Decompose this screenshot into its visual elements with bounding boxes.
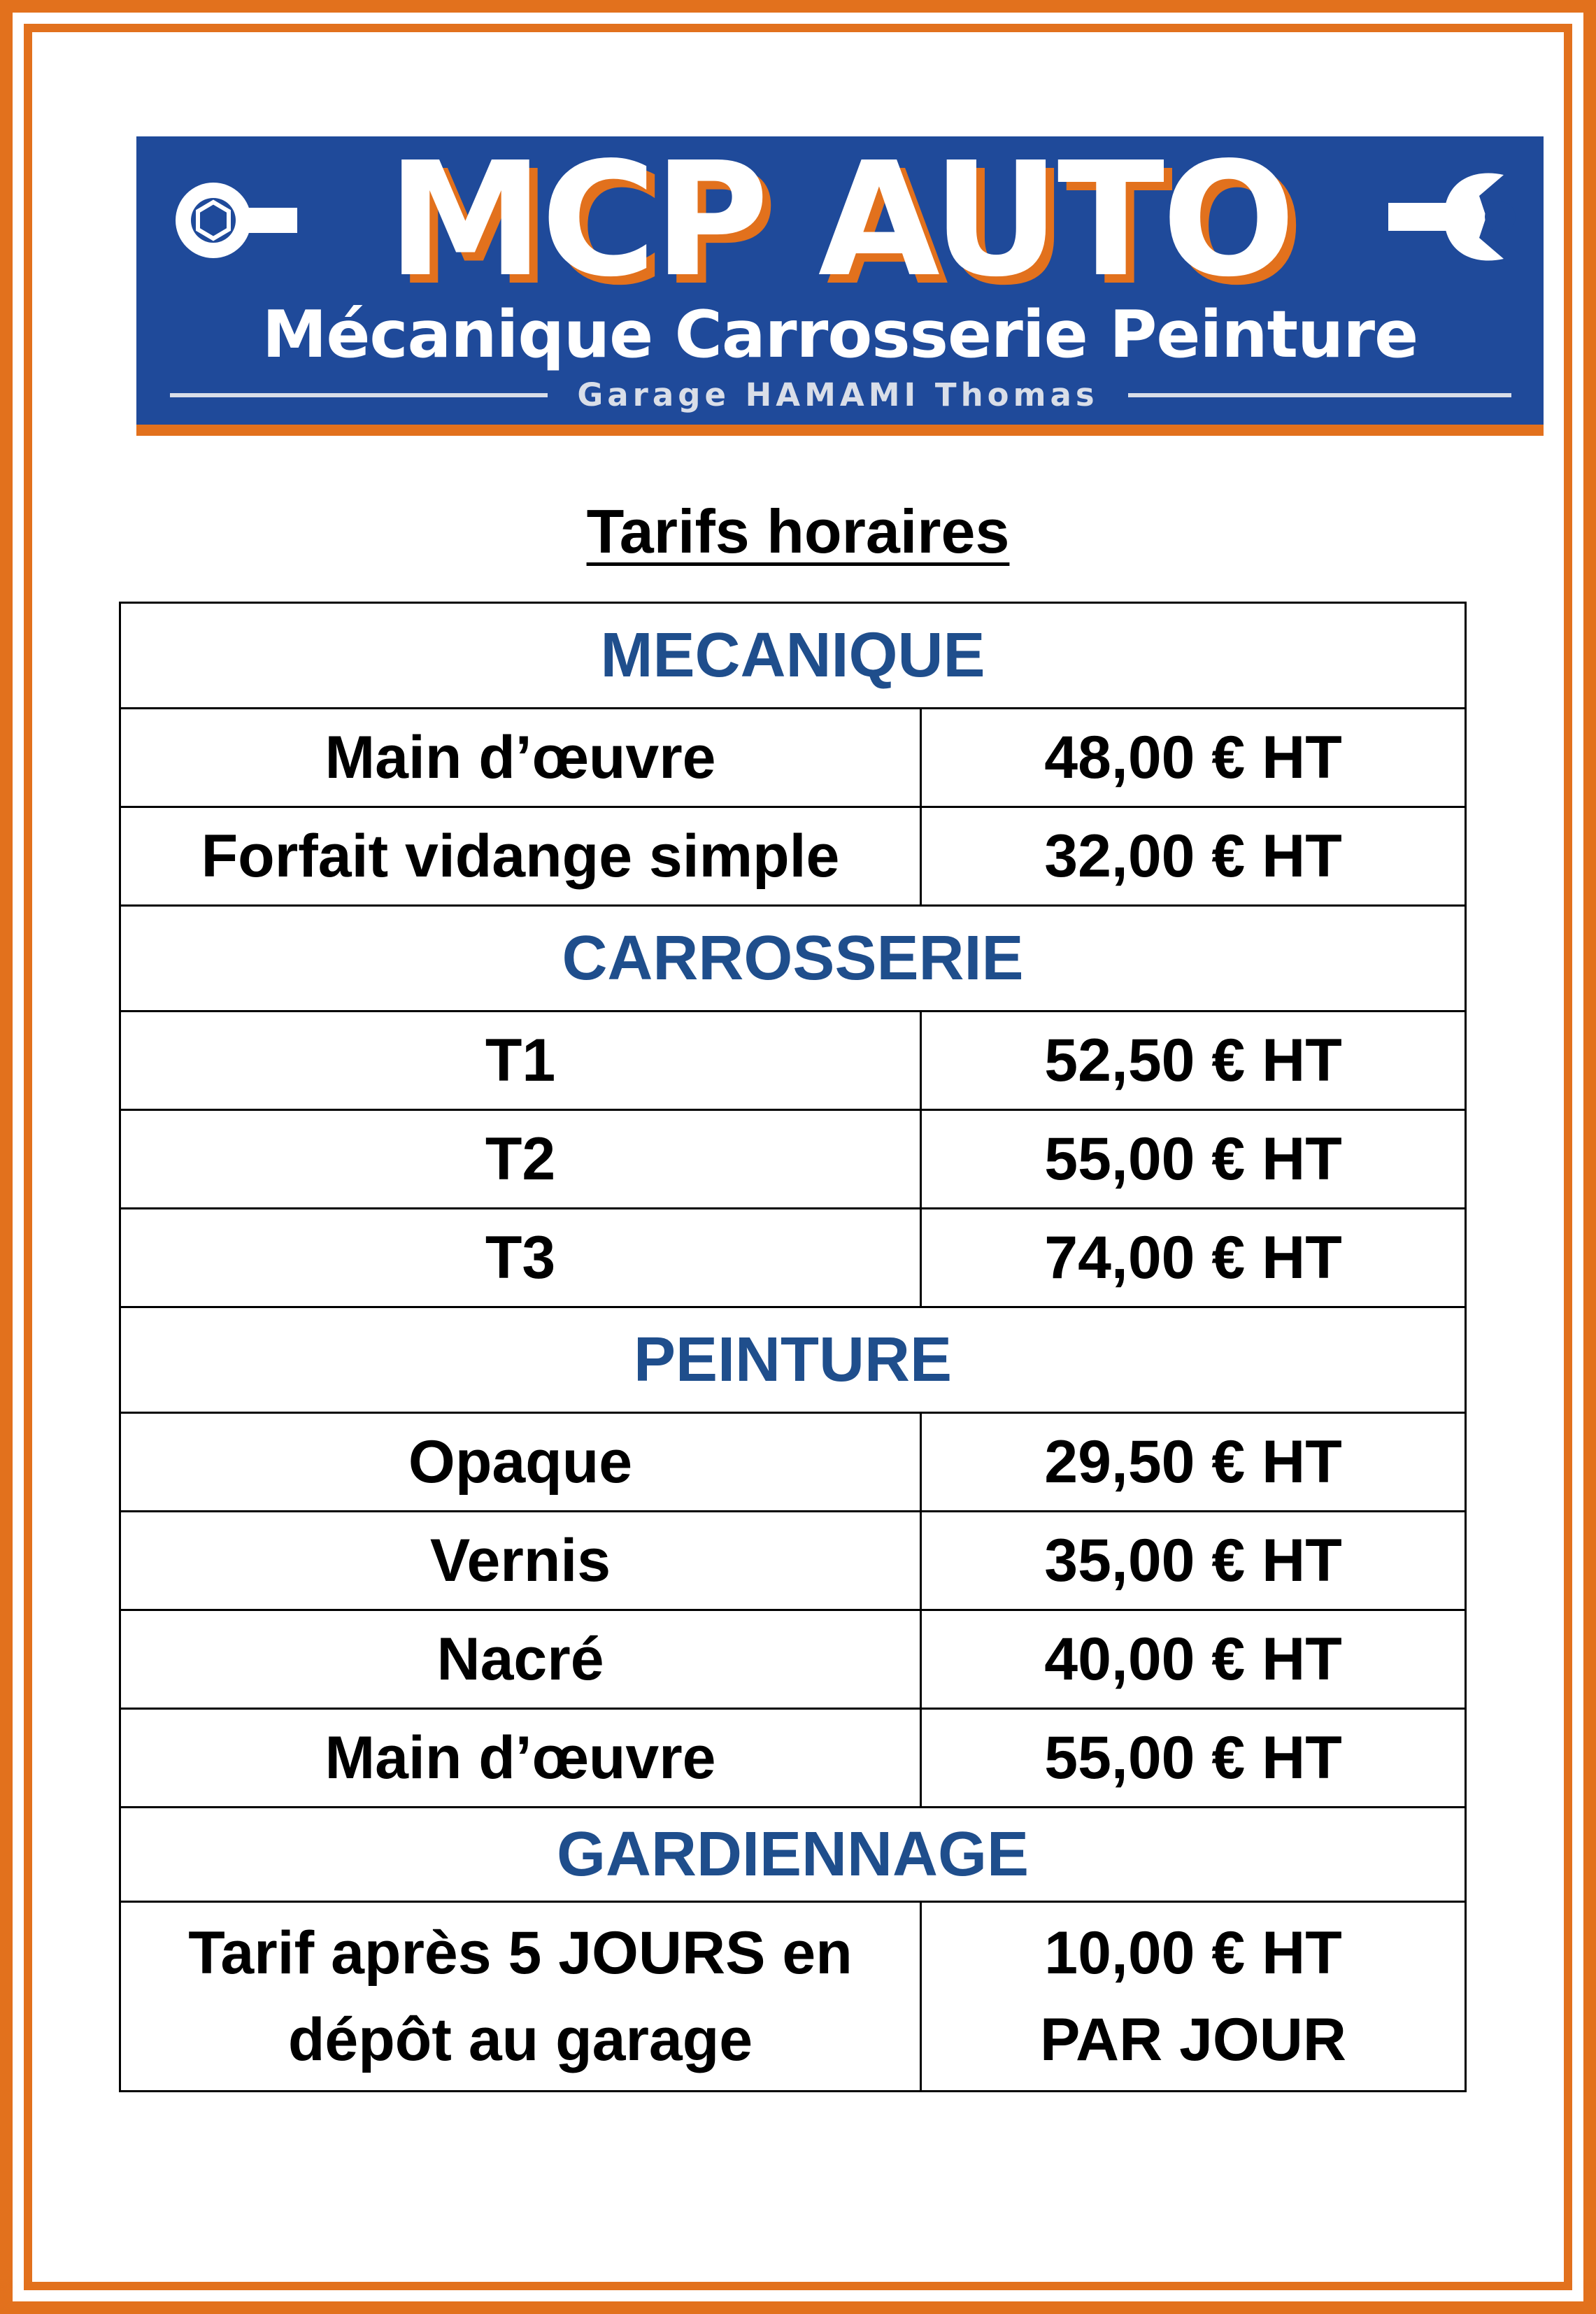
page-title [0,490,1596,574]
tariff-table [119,602,1467,2092]
brand-rule-right [1128,393,1511,397]
table-row [120,1709,1466,1808]
row-price: 48,00 € HT [921,709,1466,807]
page-title-text: Tarifs horaires [586,497,1010,566]
brand-name: MCP AUTO [387,129,1293,312]
brand-tagline: Mécanique Carrosserie Peinture [262,297,1418,372]
row-price: 55,00 € HT [921,1709,1466,1808]
row-label: Main d’œuvre [120,709,921,807]
table-row [120,1110,1466,1209]
row-price: 29,50 € HT [921,1413,1466,1512]
section-header-peinture [120,1307,1466,1413]
brand-garage-name: Garage HAMAMI Thomas [577,376,1099,413]
section-header-carrosserie [120,906,1466,1012]
row-label: T3 [120,1209,921,1307]
row-price: 52,50 € HT [921,1012,1466,1110]
row-label: Forfait vidange simple [120,807,921,906]
table-row [120,1209,1466,1307]
row-label-line: dépôt au garage [287,2006,753,2073]
table-row [120,1512,1466,1610]
row-price: 32,00 € HT [921,807,1466,906]
section-title: GARDIENNAGE [120,1808,1466,1902]
table-row [120,1610,1466,1709]
table-row [120,1012,1466,1110]
row-label: Opaque [120,1413,921,1512]
table-row [120,1902,1466,2092]
brand-banner [136,129,1544,436]
row-label: Nacré [120,1610,921,1709]
section-title: PEINTURE [120,1307,1466,1413]
section-title: MECANIQUE [120,603,1466,709]
row-label: T1 [120,1012,921,1110]
row-label: Main d’œuvre [120,1709,921,1808]
table-row [120,807,1466,906]
row-price: 40,00 € HT [921,1610,1466,1709]
section-header-mecanique [120,603,1466,709]
table-row [120,1413,1466,1512]
section-header-gardiennage [120,1808,1466,1902]
section-title: CARROSSERIE [120,906,1466,1012]
row-label: T2 [120,1110,921,1209]
row-price: 35,00 € HT [921,1512,1466,1610]
brand-rule-left [170,393,548,397]
banner-accent-stripe [136,425,1544,436]
row-price: 74,00 € HT [921,1209,1466,1307]
row-price-line: 10,00 € HT [1044,1919,1342,1987]
table-row [120,709,1466,807]
row-label [120,1902,921,2092]
row-price-line: PAR JOUR [1039,2006,1347,2073]
row-price: 55,00 € HT [921,1110,1466,1209]
row-price [921,1902,1466,2092]
row-label-line: Tarif après 5 JOURS en [188,1919,853,1987]
row-label: Vernis [120,1512,921,1610]
wrench-icon [1388,164,1528,269]
